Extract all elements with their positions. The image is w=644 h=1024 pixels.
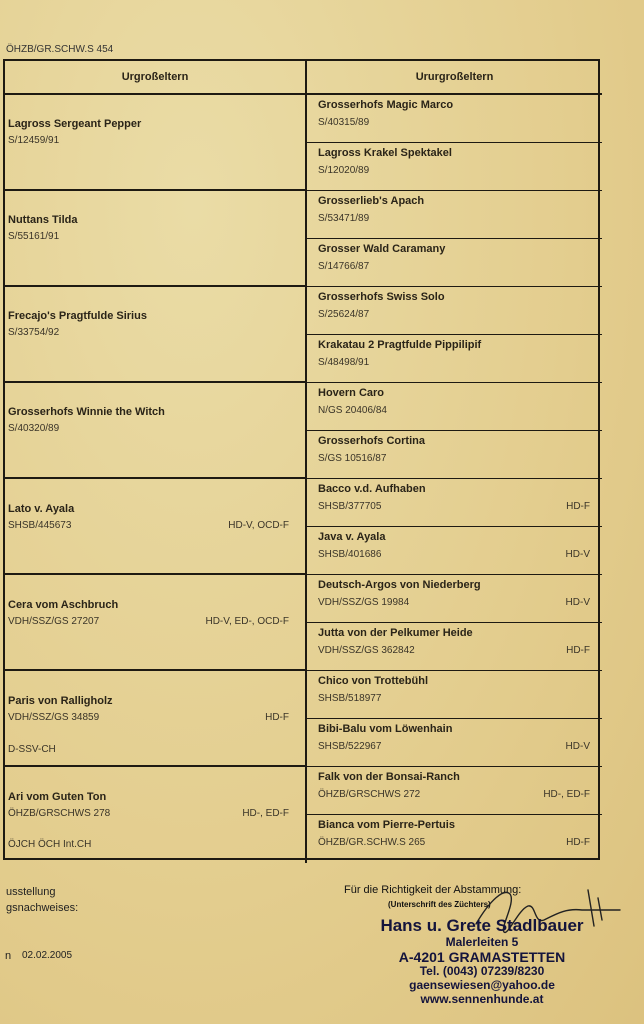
great-great-grandparent-cell <box>307 767 602 815</box>
registration-number: ÖHZB/GRSCHWS 272 <box>318 789 421 800</box>
signature-caption: (Unterschrift des Züchters) <box>388 900 491 909</box>
health-results: HD-, ED-F <box>543 789 590 800</box>
registration-number: S/12020/89 <box>318 165 370 176</box>
registration-number: SHSB/522967 <box>318 741 382 752</box>
great-grandparent-cell <box>5 479 307 575</box>
great-grandparent-cell <box>5 95 307 191</box>
registration-number: S/12459/91 <box>8 135 60 146</box>
health-results: HD-V <box>565 741 590 752</box>
great-grandparent-cell <box>5 575 307 671</box>
great-great-grandparent-cell <box>307 383 602 431</box>
dog-name: Jutta von der Pelkumer Heide <box>318 627 473 639</box>
breeder-website: www.sennenhunde.at <box>420 992 544 1007</box>
issue-date: 02.02.2005 <box>22 950 73 961</box>
breeder-phone: Tel. (0043) 07239/8230 <box>419 964 545 979</box>
registration-number: S/48498/91 <box>318 357 370 368</box>
header-great-grandparents: Urgroßeltern <box>5 61 307 95</box>
health-results: HD-V, ED-, OCD-F <box>205 616 289 627</box>
great-grandparent-cell <box>5 671 307 767</box>
exhibition-label: usstellung <box>6 886 56 898</box>
health-results: HD-V <box>565 597 590 608</box>
registration-number: S/55161/91 <box>8 231 60 242</box>
dog-name: Lagross Sergeant Pepper <box>8 118 142 130</box>
registration-reference: ÖHZB/GR.SCHW.S 454 <box>6 44 114 55</box>
great-great-grandparent-cell <box>307 623 602 671</box>
dog-name: Grosserhofs Swiss Solo <box>318 291 445 303</box>
show-titles: ÖJCH ÖCH Int.CH <box>8 839 92 850</box>
certification-label: Für die Richtigkeit der Abstammung: <box>344 884 522 896</box>
dog-name: Bibi-Balu vom Löwenhain <box>318 723 453 735</box>
header-great-great-grandparents: Ururgroßeltern <box>307 61 602 95</box>
registration-number: S/40320/89 <box>8 423 60 434</box>
dog-name: Chico von Trottebühl <box>318 675 428 687</box>
breeder-email: gaensewiesen@yahoo.de <box>409 978 555 993</box>
health-results: HD-F <box>566 645 590 656</box>
health-results: HD-F <box>566 501 590 512</box>
dog-name: Krakatau 2 Pragtfulde Pippilipif <box>318 339 482 351</box>
great-great-grandparent-cell <box>307 191 602 239</box>
dog-name: Deutsch-Argos von Niederberg <box>318 579 481 591</box>
great-great-grandparent-cell <box>307 671 602 719</box>
dog-name: Bacco v.d. Aufhaben <box>318 483 426 495</box>
great-grandparent-cell <box>5 383 307 479</box>
registration-number: S/GS 10516/87 <box>318 453 387 464</box>
registration-number: S/33754/92 <box>8 327 60 338</box>
pedigree-table <box>3 59 600 860</box>
registration-number: ÖHZB/GR.SCHW.S 265 <box>318 837 426 848</box>
dog-name: Hovern Caro <box>318 387 385 399</box>
health-results: HD-F <box>566 837 590 848</box>
registration-number: VDH/SSZ/GS 362842 <box>318 645 415 656</box>
great-great-grandparent-cell <box>307 431 602 479</box>
breeder-name: Hans u. Grete Stadlbauer <box>380 916 584 935</box>
great-great-grandparent-cell <box>307 815 602 863</box>
health-results: HD-, ED-F <box>242 808 289 819</box>
dog-name: Grosser Wald Caramany <box>318 243 446 255</box>
dog-name: Grosserhofs Winnie the Witch <box>8 406 165 418</box>
great-great-grandparent-cell <box>307 95 602 143</box>
registration-number: ÖHZB/GRSCHWS 278 <box>8 808 111 819</box>
health-results: HD-V <box>565 549 590 560</box>
registration-number: SHSB/445673 <box>8 520 72 531</box>
dog-name: Paris von Ralligholz <box>8 695 113 707</box>
dog-name: Ari vom Guten Ton <box>8 791 107 803</box>
show-titles: D-SSV-CH <box>8 744 56 755</box>
registration-number: S/53471/89 <box>318 213 370 224</box>
registration-number: VDH/SSZ/GS 27207 <box>8 616 100 627</box>
dog-name: Grosserlieb's Apach <box>318 195 425 207</box>
registration-number: S/40315/89 <box>318 117 370 128</box>
dog-name: Falk von der Bonsai-Ranch <box>318 771 460 783</box>
dog-name: Lato v. Ayala <box>8 503 75 515</box>
proof-label: gsnachweises: <box>6 902 79 914</box>
great-great-grandparent-cell <box>307 335 602 383</box>
great-grandparent-cell <box>5 767 307 863</box>
great-great-grandparent-cell <box>307 575 602 623</box>
dog-name: Bianca vom Pierre-Pertuis <box>318 819 455 831</box>
great-great-grandparent-cell <box>307 719 602 767</box>
great-grandparent-cell <box>5 191 307 287</box>
great-great-grandparent-cell <box>307 239 602 287</box>
breeder-city: A-4201 GRAMASTETTEN <box>398 949 566 966</box>
great-great-grandparent-cell <box>307 479 602 527</box>
dog-name: Nuttans Tilda <box>8 214 78 226</box>
registration-number: SHSB/377705 <box>318 501 382 512</box>
registration-number: S/14766/87 <box>318 261 370 272</box>
great-grandparent-cell <box>5 287 307 383</box>
breeder-street: Malerleiten 5 <box>445 934 519 949</box>
registration-number: VDH/SSZ/GS 34859 <box>8 712 100 723</box>
registration-number: SHSB/518977 <box>318 693 382 704</box>
date-prefix: n <box>5 950 12 962</box>
dog-name: Cera vom Aschbruch <box>8 599 119 611</box>
dog-name: Java v. Ayala <box>318 531 386 543</box>
great-great-grandparent-cell <box>307 143 602 191</box>
dog-name: Frecajo's Pragtfulde Sirius <box>8 310 147 322</box>
health-results: HD-F <box>265 712 289 723</box>
dog-name: Grosserhofs Cortina <box>318 435 425 447</box>
registration-number: VDH/SSZ/GS 19984 <box>318 597 410 608</box>
registration-number: S/25624/87 <box>318 309 370 320</box>
dog-name: Lagross Krakel Spektakel <box>318 147 452 159</box>
dog-name: Grosserhofs Magic Marco <box>318 99 454 111</box>
great-great-grandparent-cell <box>307 287 602 335</box>
breeder-stamp <box>372 916 592 1007</box>
registration-number: N/GS 20406/84 <box>318 405 387 416</box>
health-results: HD-V, OCD-F <box>228 520 289 531</box>
registration-number: SHSB/401686 <box>318 549 382 560</box>
great-great-grandparent-cell <box>307 527 602 575</box>
